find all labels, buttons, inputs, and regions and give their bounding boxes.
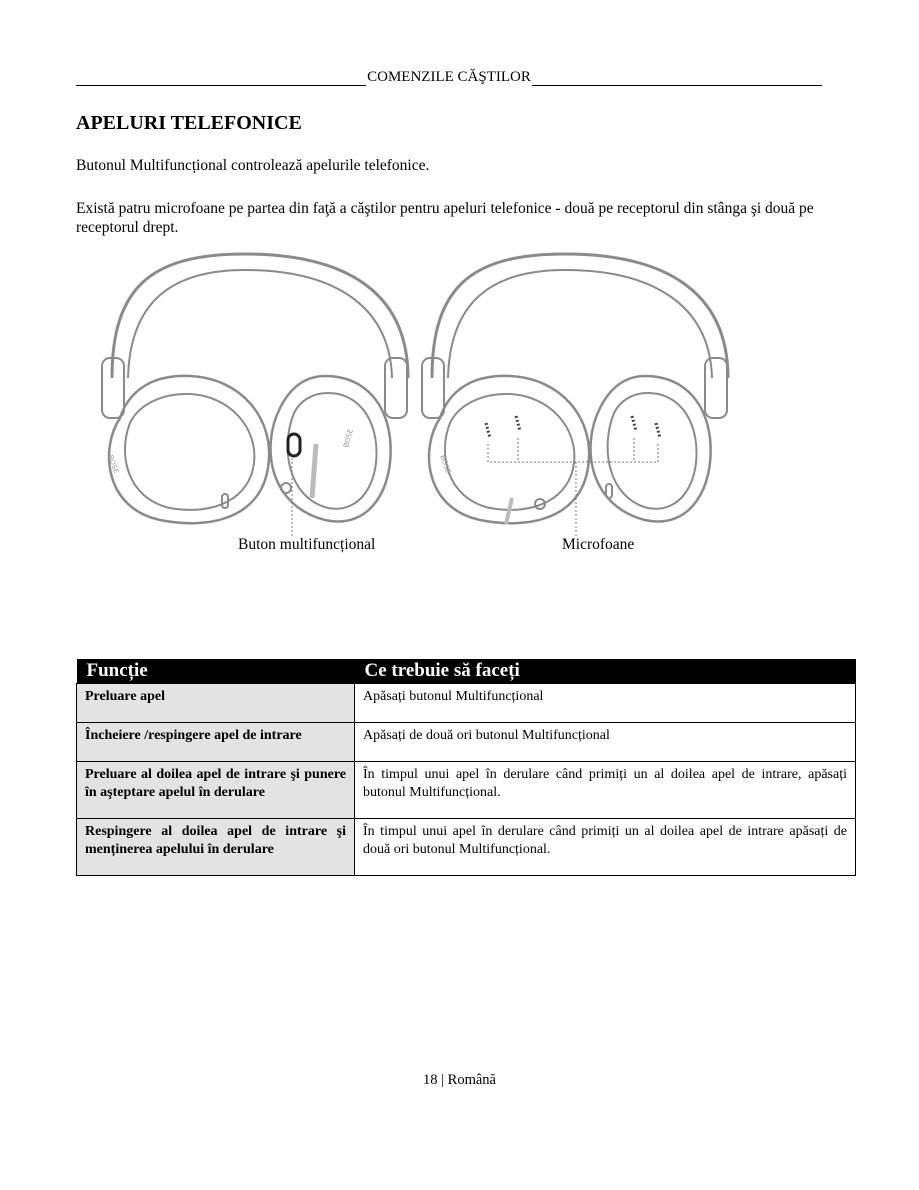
header-rule-left	[76, 69, 366, 86]
table-row	[77, 684, 856, 723]
microphones-paragraph: Există patru microfoane pe partea din faţă a căştilor pentru apeluri telefonice - două pe receptorul din stânga şi două pe receptorul drept.	[76, 200, 814, 236]
headphones-illustration	[90, 248, 750, 538]
right-headphones-drawing	[422, 254, 728, 538]
running-header	[76, 66, 822, 86]
action-cell: Apăsați butonul Multifuncțional	[355, 684, 856, 723]
function-cell: Încheiere /respingere apel de intrare	[77, 723, 355, 762]
function-cell: Respingere al doilea apel de intrare şi menținerea apelului în derulare	[77, 819, 355, 876]
table-row	[77, 819, 856, 876]
left-headphones-drawing	[102, 254, 408, 538]
svg-text:BOSE: BOSE	[438, 453, 453, 475]
caption-microphones: Microfoane	[562, 536, 635, 553]
header-rule-right	[532, 69, 822, 86]
action-cell: În timpul unui apel în derulare când primiți un al doilea apel de intrare, apăsați butonul Multifuncțional.	[355, 762, 856, 819]
function-cell: Preluare apel	[77, 684, 355, 723]
page-footer: 18 | Română	[423, 1072, 496, 1088]
header-function: Funcție	[77, 659, 355, 684]
table-row	[77, 723, 856, 762]
function-cell: Preluare al doilea apel de intrare şi punere în aşteptare apelul în derulare	[77, 762, 355, 819]
intro-paragraph: Butonul Multifuncțional controlează apelurile telefonice.	[76, 157, 430, 174]
caption-multifunction-button: Buton multifuncțional	[238, 536, 376, 553]
svg-text:BOSE: BOSE	[342, 428, 355, 449]
action-cell: Apăsați de două ori butonul Multifuncțional	[355, 723, 856, 762]
action-cell: În timpul unui apel în derulare când primiți un al doilea apel de intrare apăsați de două ori butonul Multifuncțional.	[355, 819, 856, 876]
call-functions-table	[76, 659, 856, 876]
table-row	[77, 762, 856, 819]
header-action: Ce trebuie să faceți	[355, 659, 856, 684]
table-header-row	[77, 659, 856, 684]
running-title: COMENZILE CĂŞTILOR	[367, 69, 531, 85]
section-title: APELURI TELEFONICE	[76, 112, 302, 134]
svg-text:BOSE: BOSE	[106, 453, 121, 475]
